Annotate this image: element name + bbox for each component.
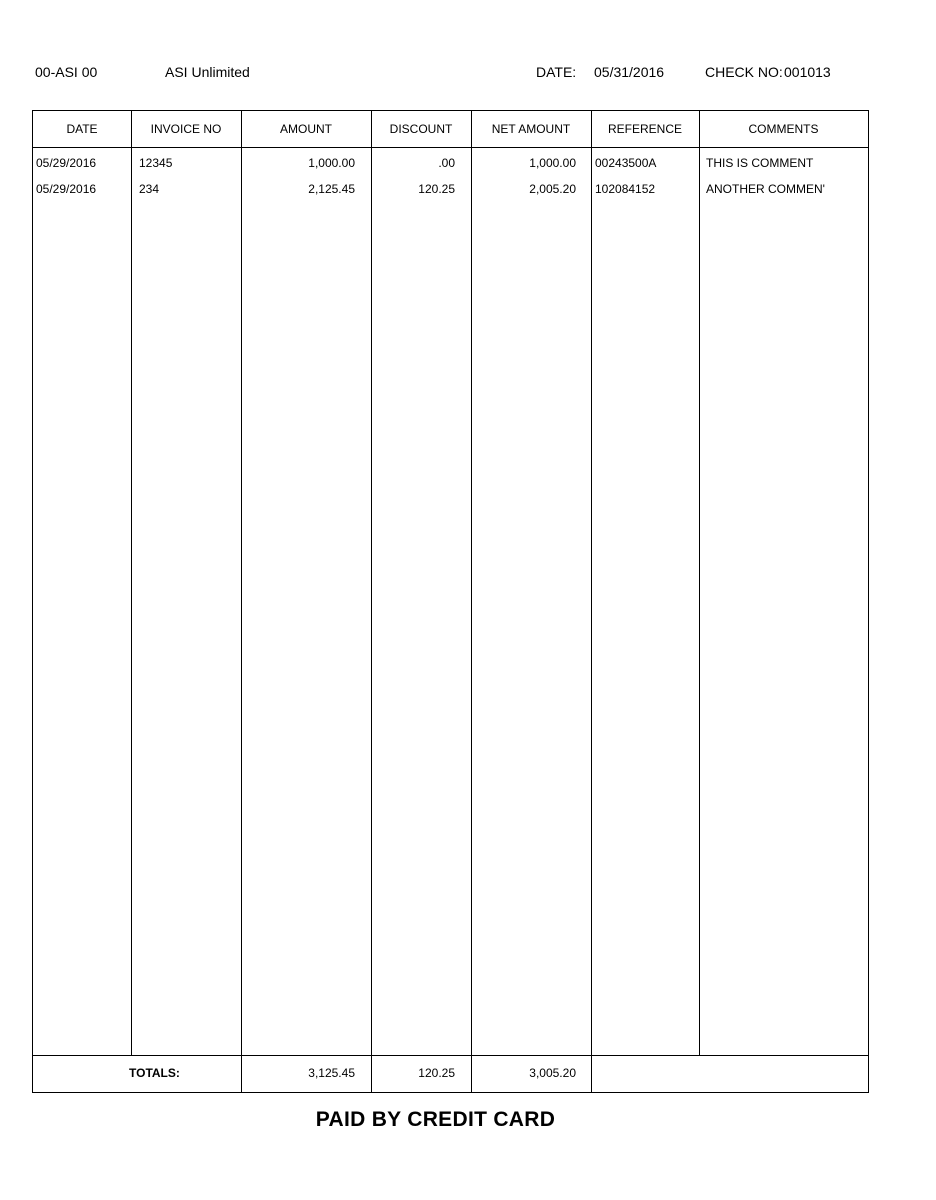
row-discount: .00	[438, 156, 455, 170]
vendor-name: ASI Unlimited	[165, 64, 250, 80]
row-reference: 00243500A	[595, 156, 657, 170]
col-header-date: DATE	[66, 122, 98, 136]
column-divider	[471, 111, 472, 1092]
column-divider	[131, 111, 132, 1055]
row-date: 05/29/2016	[36, 156, 97, 170]
row-comment: THIS IS COMMENT	[706, 156, 814, 170]
header-divider	[33, 147, 868, 148]
col-header-amount: AMOUNT	[280, 122, 332, 136]
row-net-amount: 2,005.20	[529, 182, 576, 196]
col-header-invoice-no: INVOICE NO	[150, 122, 222, 136]
col-header-reference: REFERENCE	[607, 122, 682, 136]
total-discount: 120.25	[418, 1066, 455, 1080]
row-net-amount: 1,000.00	[529, 156, 576, 170]
row-comment: ANOTHER COMMEN'	[706, 182, 825, 196]
row-discount: 120.25	[418, 182, 455, 196]
check-label: CHECK NO:	[705, 64, 783, 80]
total-net-amount: 3,005.20	[529, 1066, 576, 1080]
row-invoice-no: 12345	[139, 156, 173, 170]
date-value: 05/31/2016	[594, 64, 665, 80]
row-reference: 102084152	[595, 182, 656, 196]
date-label: DATE:	[536, 64, 577, 80]
column-divider	[591, 111, 592, 1092]
col-header-discount: DISCOUNT	[389, 122, 453, 136]
column-divider	[241, 111, 242, 1092]
column-divider	[371, 111, 372, 1092]
payment-note: PAID BY CREDIT CARD	[315, 1108, 556, 1131]
row-invoice-no: 234	[139, 182, 160, 196]
row-date: 05/29/2016	[36, 182, 97, 196]
row-amount: 2,125.45	[308, 182, 355, 196]
col-header-comments: COMMENTS	[748, 122, 819, 136]
row-amount: 1,000.00	[308, 156, 355, 170]
totals-label: TOTALS:	[129, 1066, 180, 1080]
col-header-net-amount: NET AMOUNT	[491, 122, 571, 136]
remittance-table	[32, 110, 869, 1093]
vendor-code: 00-ASI 00	[35, 64, 98, 80]
total-amount: 3,125.45	[308, 1066, 355, 1080]
check-number: 001013	[784, 64, 831, 80]
column-divider	[699, 111, 700, 1055]
